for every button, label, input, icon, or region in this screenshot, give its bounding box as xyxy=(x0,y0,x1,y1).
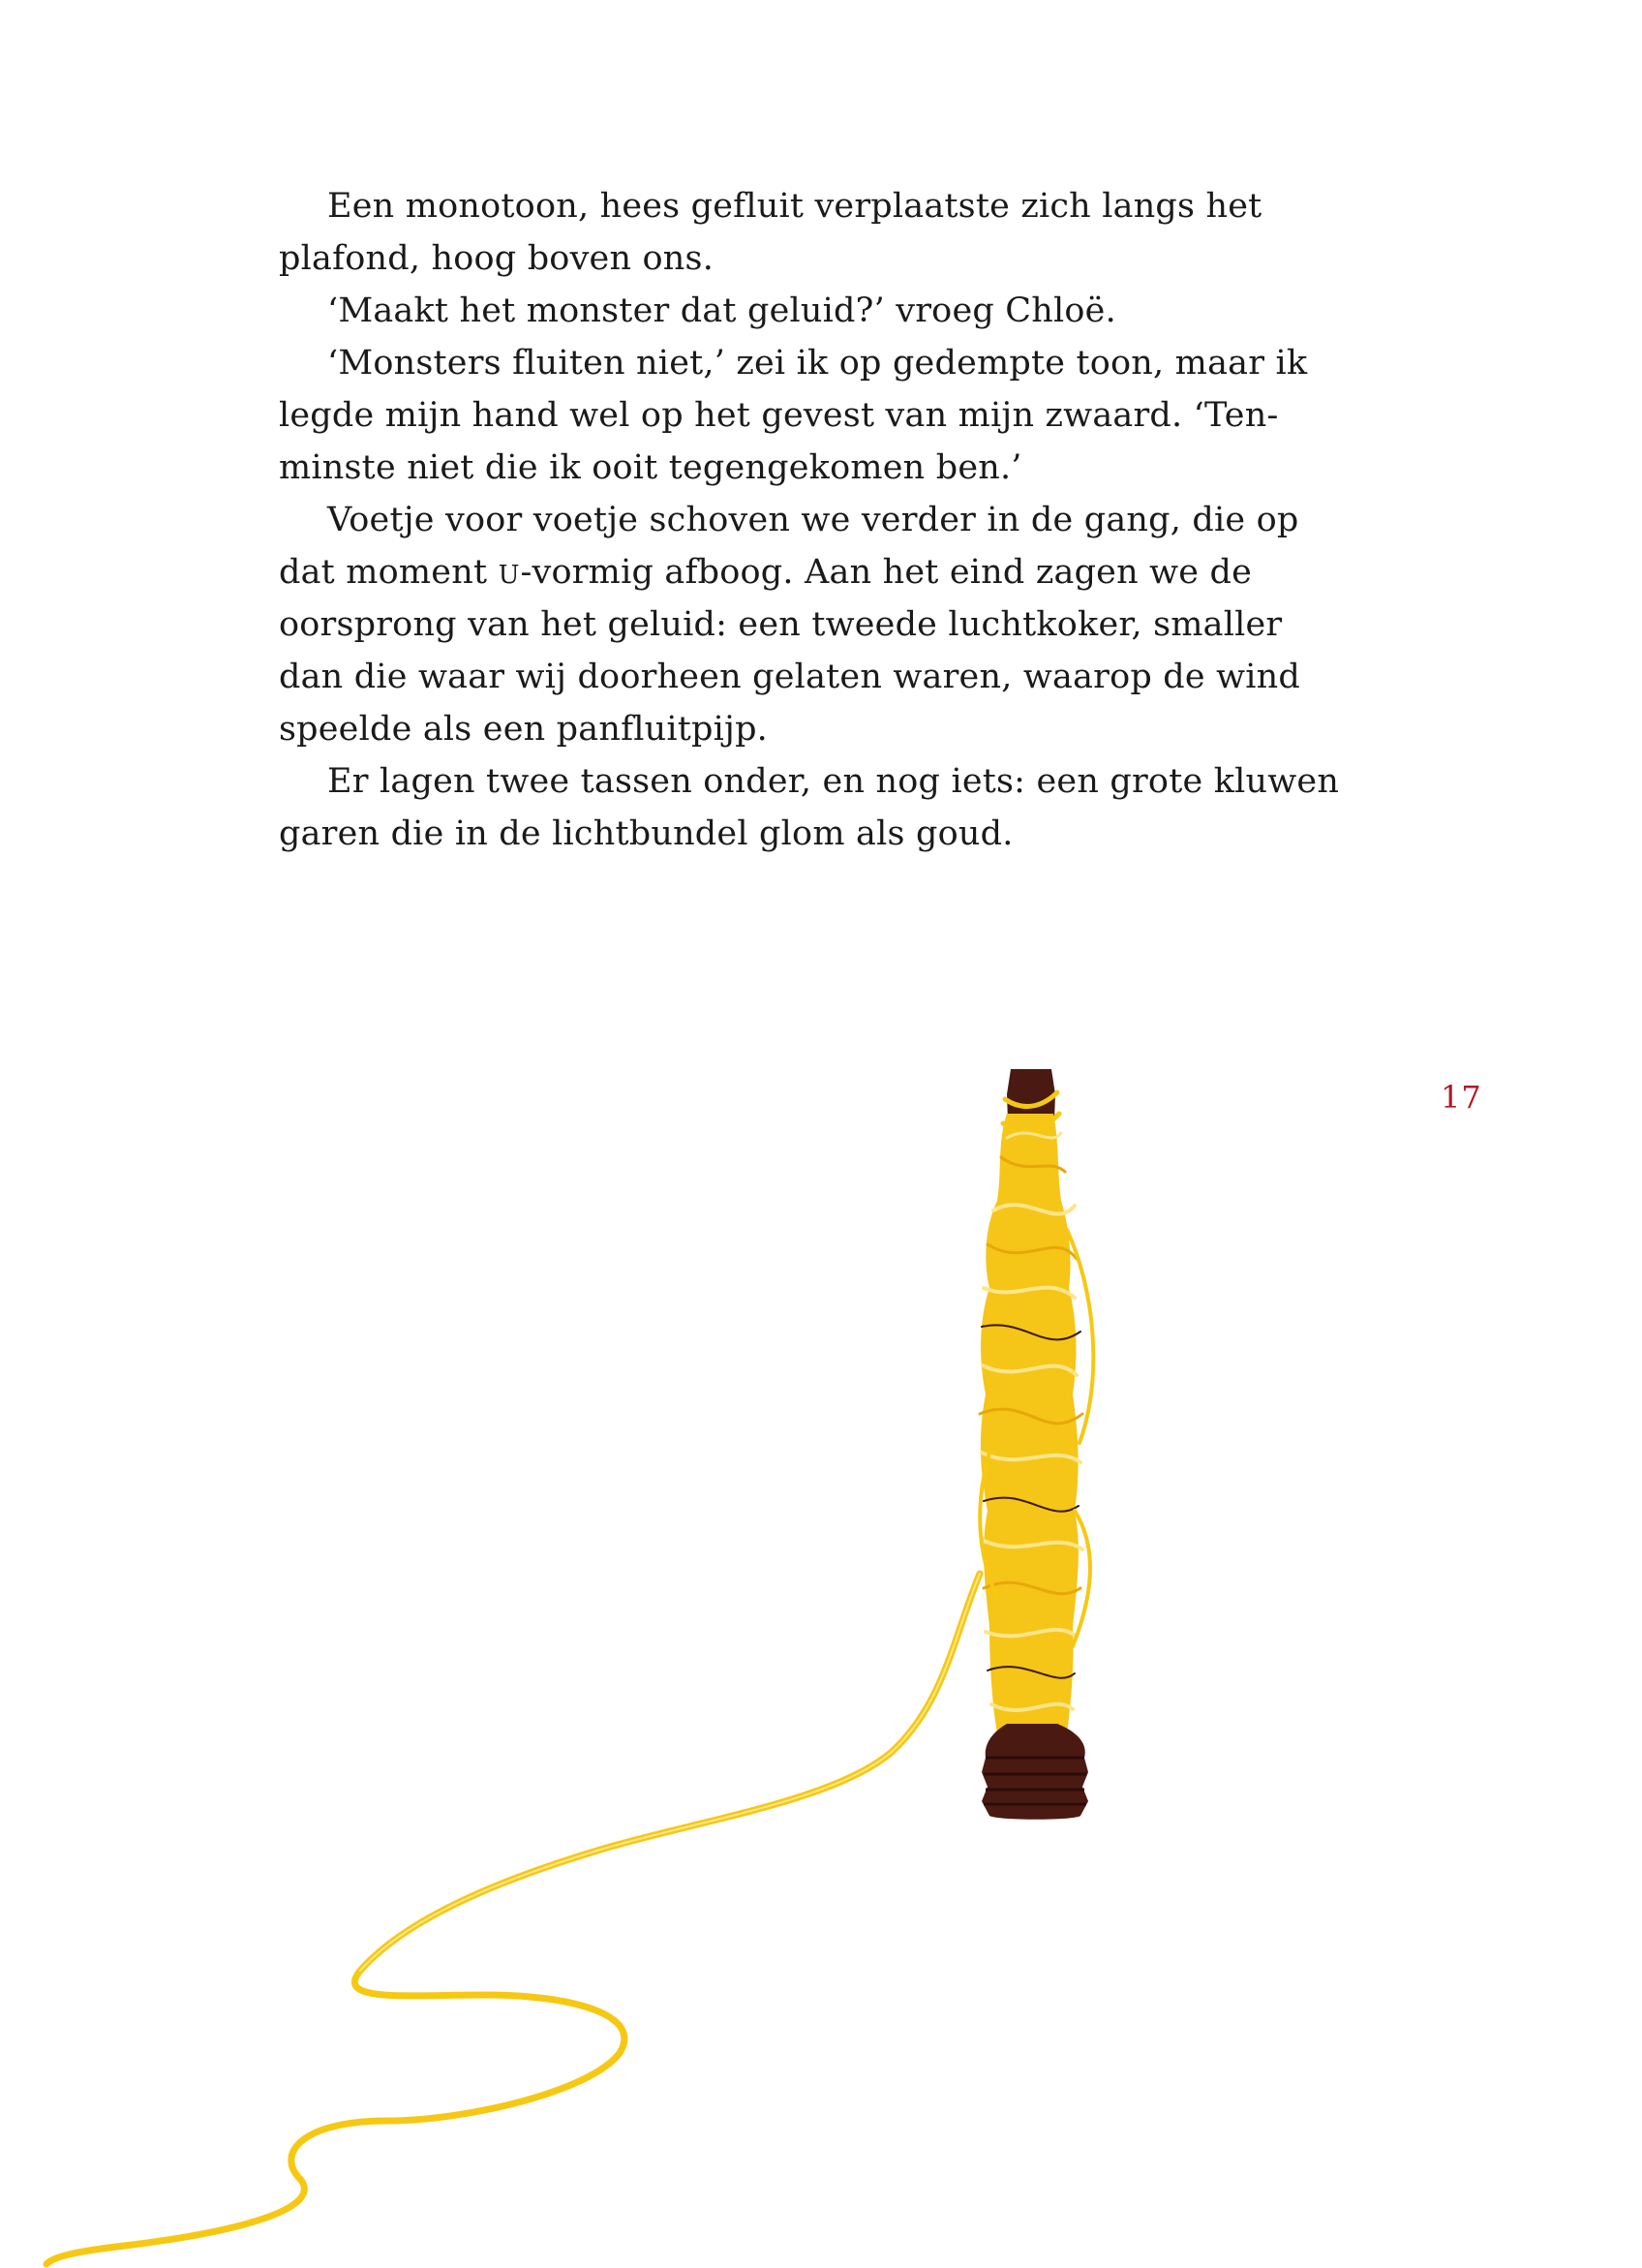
text-fragment: -vormig afboog. Aan het eind zagen we de xyxy=(520,553,1253,592)
text-line: ‘Maakt het monster dat geluid?’ vroeg Chloë. xyxy=(327,291,1116,330)
text-line: minste niet die ik ooit tegengekomen ben.’ xyxy=(279,448,1022,487)
text-fragment: dat moment xyxy=(279,553,499,592)
yarn-thread-highlight xyxy=(360,1574,980,1971)
text-line: garen die in de lichtbundel glom als goud. xyxy=(279,814,1014,853)
text-line: ‘Monsters fluiten niet,’ zei ik op gedempte toon, maar ik xyxy=(327,344,1308,383)
text-line: Een monotoon, hees gefluit verplaatste zich langs het xyxy=(327,187,1262,226)
text-line: Voetje voor voetje schoven we verder in de gang, die op xyxy=(327,501,1299,539)
text-line: Er lagen twee tassen onder, en nog iets: een grote kluwen xyxy=(327,762,1340,801)
page-number: 17 xyxy=(1441,1079,1482,1116)
text-line: plafond, hoog boven ons. xyxy=(279,239,715,278)
smallcap-letter: U xyxy=(498,561,521,590)
text-line: oorsprong van het geluid: een tweede luchtkoker, smaller xyxy=(279,605,1283,644)
text-line: speelde als een panfluitpijp. xyxy=(279,710,769,749)
yarn-thread xyxy=(46,1574,980,2264)
text-line: legde mijn hand wel op het gevest van mijn zwaard. ‘Ten- xyxy=(279,396,1279,435)
text-line: dan die waar wij doorheen gelaten waren, waarop de wind xyxy=(279,658,1301,696)
